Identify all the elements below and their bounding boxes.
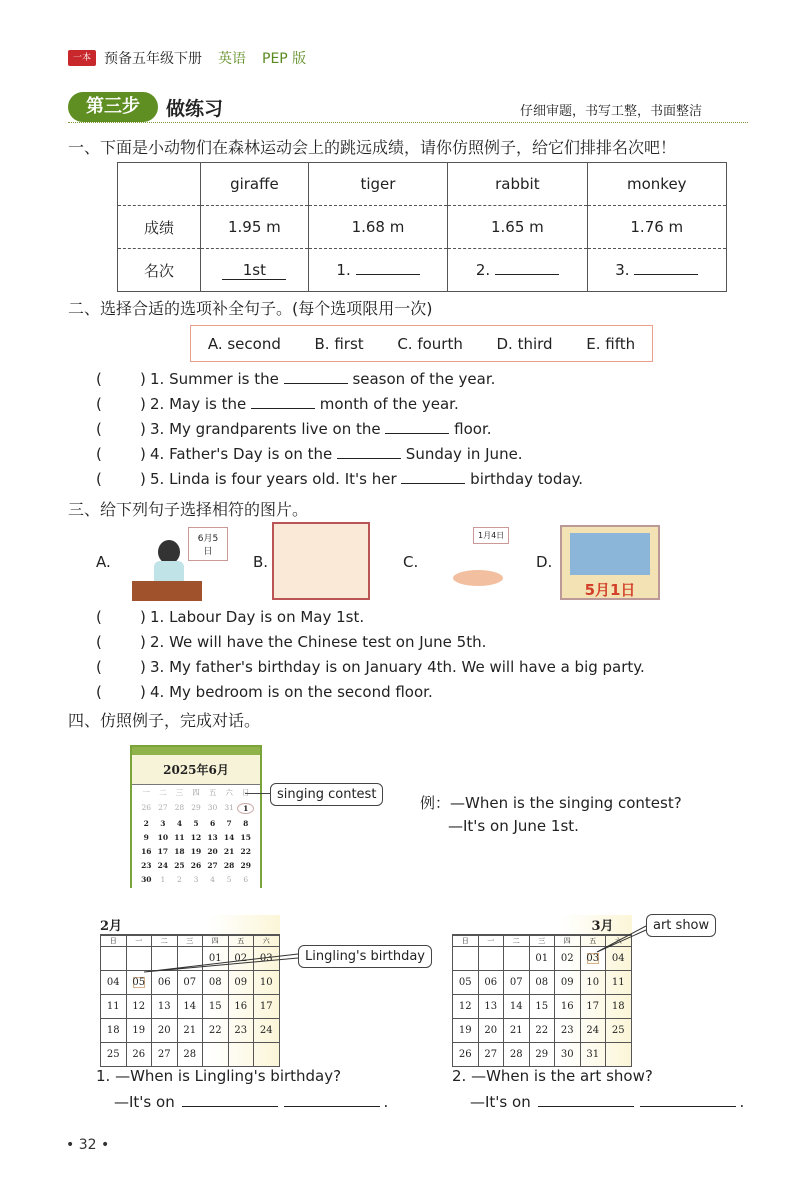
answer-paren[interactable]: ( bbox=[96, 683, 102, 701]
calendar-day: 12 bbox=[126, 995, 152, 1019]
calendar-day: 4 bbox=[176, 819, 183, 828]
question-start: 2. May is the bbox=[150, 395, 247, 413]
calendar-day: 15 bbox=[529, 995, 555, 1019]
paren-close: ) bbox=[140, 633, 146, 651]
example-q: —When is the singing contest? bbox=[450, 794, 682, 812]
calendar-day: 1 bbox=[237, 803, 254, 814]
option: D. third bbox=[496, 334, 553, 353]
answer-paren[interactable]: ( bbox=[96, 395, 102, 413]
calendar-title: 3月 bbox=[591, 919, 614, 934]
calendar-day: 8 bbox=[243, 819, 249, 828]
question-start: 1. Summer is the bbox=[150, 370, 279, 388]
weekday: 二 bbox=[159, 788, 167, 797]
date-sign: 6月5日 bbox=[188, 527, 228, 561]
calendar-day: 28 bbox=[177, 1043, 203, 1067]
calendar-day: 05 bbox=[453, 971, 479, 995]
calendar-day: 20 bbox=[478, 1019, 504, 1043]
calendar-day: 18 bbox=[174, 847, 185, 856]
rank-label: 3. bbox=[615, 261, 630, 279]
rank-example: 1st bbox=[222, 261, 286, 280]
sentence: 4. My bedroom is on the second floor. bbox=[150, 683, 433, 701]
pointer-line bbox=[595, 922, 647, 955]
options-box bbox=[190, 325, 653, 362]
calendar-day: 29 bbox=[191, 803, 201, 812]
pointer-line bbox=[245, 793, 270, 794]
calendar-day: 16 bbox=[555, 995, 581, 1019]
exercise-1-title: 一、下面是小动物们在森林运动会上的跳远成绩，请你仿照例子，给它们排排名次吧！ bbox=[68, 138, 677, 157]
answer-paren[interactable]: ( bbox=[96, 608, 102, 626]
fill-question bbox=[96, 420, 492, 438]
calendar-title: 2月 bbox=[100, 919, 123, 934]
weekday: 三 bbox=[175, 788, 184, 797]
example-prefix: 例： bbox=[420, 794, 451, 812]
calendar-day: 28 bbox=[504, 1043, 530, 1067]
question-end: birthday today. bbox=[470, 470, 584, 488]
calendar-day: 06 bbox=[478, 971, 504, 995]
paren-close: ) bbox=[140, 370, 146, 388]
fill-question bbox=[96, 370, 495, 388]
weekday: 五 bbox=[228, 935, 254, 947]
calendar-day bbox=[101, 947, 127, 971]
calendar-day: 19 bbox=[126, 1019, 152, 1043]
answer-paren[interactable]: ( bbox=[96, 633, 102, 651]
answer-paren[interactable]: ( bbox=[96, 445, 102, 463]
calendar-day: 08 bbox=[529, 971, 555, 995]
edition: PEP 版 bbox=[262, 51, 307, 67]
calendar-day: 5 bbox=[226, 875, 232, 884]
calendar-day: 15 bbox=[203, 995, 229, 1019]
calendar-day: 22 bbox=[529, 1019, 555, 1043]
match-question bbox=[96, 633, 486, 651]
weekday: 六 bbox=[254, 935, 280, 947]
date-text: 5月1日 bbox=[584, 581, 636, 599]
weekday: 日 bbox=[241, 788, 250, 797]
paren-close: ) bbox=[140, 608, 146, 626]
calendar-day: 18 bbox=[606, 995, 632, 1019]
calendar-day: 31 bbox=[580, 1043, 606, 1067]
calendar-day: 17 bbox=[254, 995, 280, 1019]
birthday-party-picture bbox=[423, 525, 523, 600]
exercise-3-title: 三、给下列句子选择相符的图片。 bbox=[68, 500, 309, 519]
score: 1.95 m bbox=[201, 206, 309, 249]
calendar-day: 29 bbox=[529, 1043, 555, 1067]
calendar-day: 27 bbox=[152, 1043, 178, 1067]
paren-close: ) bbox=[140, 658, 146, 676]
calendar-day: 30 bbox=[555, 1043, 581, 1067]
may-day-calendar-picture bbox=[560, 525, 660, 600]
calendar-day: 31 bbox=[224, 803, 234, 812]
calendar-day: 01 bbox=[529, 947, 555, 971]
calendar-day: 10 bbox=[254, 971, 280, 995]
animal: tiger bbox=[308, 163, 447, 206]
calendar-day: 08 bbox=[203, 971, 229, 995]
subject: 英语 bbox=[218, 51, 246, 67]
calendar-day bbox=[453, 947, 479, 971]
calendar-day: 17 bbox=[580, 995, 606, 1019]
pointer-line bbox=[140, 950, 300, 975]
calendar-day: 16 bbox=[141, 847, 152, 856]
calendar-day: 11 bbox=[174, 833, 185, 842]
calendar-day: 22 bbox=[240, 847, 251, 856]
date-sign: 1月4日 bbox=[473, 527, 509, 544]
calendar-day: 1 bbox=[160, 875, 166, 884]
section-heading: 做练习 bbox=[166, 98, 224, 120]
answer-prefix: —It's on bbox=[114, 1093, 175, 1111]
weekday: 一 bbox=[142, 788, 151, 797]
note-bubble: Lingling's birthday bbox=[298, 945, 432, 968]
calendar-day: 13 bbox=[207, 833, 218, 842]
period: . bbox=[739, 1093, 745, 1111]
calendar-day: 11 bbox=[606, 971, 632, 995]
weekday: 五 bbox=[208, 788, 217, 797]
weekday: 二 bbox=[504, 935, 530, 947]
calendar-day: 05 bbox=[126, 971, 152, 995]
calendar-day: 10 bbox=[580, 971, 606, 995]
weekday: 六 bbox=[606, 935, 632, 947]
calendar-day: 26 bbox=[141, 803, 152, 812]
calendar-day bbox=[203, 1043, 229, 1067]
calendar-day: 02 bbox=[228, 947, 254, 971]
answer-paren[interactable]: ( bbox=[96, 658, 102, 676]
house-picture bbox=[272, 522, 370, 600]
pic-label: B. bbox=[253, 553, 269, 571]
answer-blank[interactable] bbox=[284, 370, 348, 384]
divider bbox=[68, 122, 748, 123]
question-end: month of the year. bbox=[319, 395, 459, 413]
paren-close: ) bbox=[140, 683, 146, 701]
fill-question bbox=[96, 445, 523, 463]
calendar-day: 23 bbox=[141, 861, 152, 870]
calendar-day: 02 bbox=[555, 947, 581, 971]
calendar-day: 24 bbox=[254, 1019, 280, 1043]
calendar-day: 21 bbox=[223, 847, 235, 856]
period: . bbox=[383, 1093, 389, 1111]
calendar-day: 03 bbox=[254, 947, 280, 971]
answer-blank[interactable] bbox=[385, 420, 449, 434]
weekday: 日 bbox=[453, 935, 479, 947]
question-end: floor. bbox=[454, 420, 492, 438]
calendar-day: 30 bbox=[141, 875, 152, 884]
calendar-day: 10 bbox=[157, 833, 169, 842]
weekday: 一 bbox=[126, 935, 152, 947]
calendar-day: 04 bbox=[101, 971, 127, 995]
weekday: 四 bbox=[203, 935, 229, 947]
calendar-day: 26 bbox=[126, 1043, 152, 1067]
june-calendar bbox=[130, 745, 262, 888]
calendar-day: 13 bbox=[478, 995, 504, 1019]
calendar-day: 01 bbox=[203, 947, 229, 971]
calendar-day: 28 bbox=[174, 803, 185, 812]
calendar-day: 2 bbox=[143, 819, 149, 828]
calendar-day: 4 bbox=[210, 875, 215, 884]
february-calendar bbox=[100, 915, 280, 1067]
calendar-day: 19 bbox=[190, 847, 202, 856]
question-end: season of the year. bbox=[352, 370, 496, 388]
paren-close: ) bbox=[140, 470, 146, 488]
calendar-day: 04 bbox=[606, 947, 632, 971]
rank-label: 1. bbox=[336, 261, 351, 279]
animal: monkey bbox=[587, 163, 726, 206]
paren-close: ) bbox=[140, 420, 146, 438]
calendar-day: 26 bbox=[453, 1043, 479, 1067]
weekday: 二 bbox=[152, 935, 178, 947]
note-bubble: singing contest bbox=[270, 783, 383, 806]
calendar-day: 14 bbox=[177, 995, 203, 1019]
question-start: 4. Father's Day is on the bbox=[150, 445, 333, 463]
weekday: 四 bbox=[555, 935, 581, 947]
row-label: 成绩 bbox=[118, 206, 201, 249]
calendar-day: 24 bbox=[157, 861, 169, 870]
weekday: 日 bbox=[101, 935, 127, 947]
answer-paren[interactable]: ( bbox=[96, 370, 102, 388]
calendar-day bbox=[478, 947, 504, 971]
publisher-logo: 一本 bbox=[68, 50, 96, 66]
match-question bbox=[96, 608, 364, 626]
calendar-day bbox=[254, 1043, 280, 1067]
paren-close: ) bbox=[140, 395, 146, 413]
calendar-day: 25 bbox=[174, 861, 185, 870]
animal: rabbit bbox=[448, 163, 587, 206]
calendar-day: 27 bbox=[207, 861, 218, 870]
example-answer: —It's on June 1st. bbox=[448, 817, 579, 835]
book-title: 预备五年级下册 bbox=[104, 51, 202, 67]
calendar-day: 23 bbox=[555, 1019, 581, 1043]
calendar-day: 13 bbox=[152, 995, 178, 1019]
calendar-day: 16 bbox=[228, 995, 254, 1019]
calendar-day: 07 bbox=[177, 971, 203, 995]
calendar-day: 21 bbox=[504, 1019, 530, 1043]
answer-blank[interactable] bbox=[356, 261, 420, 275]
long-jump-table bbox=[117, 162, 727, 292]
motto: 仔细审题，书写工整，书面整洁 bbox=[520, 104, 703, 119]
calendar-day: 22 bbox=[203, 1019, 229, 1043]
step-badge: 第三步 bbox=[68, 92, 158, 122]
pic-label: D. bbox=[536, 553, 553, 571]
calendar-day: 12 bbox=[190, 833, 202, 842]
answer-paren[interactable]: ( bbox=[96, 470, 102, 488]
answer-blank[interactable] bbox=[495, 261, 559, 275]
calendar-day: 18 bbox=[101, 1019, 127, 1043]
answer-paren[interactable]: ( bbox=[96, 420, 102, 438]
weekday: 三 bbox=[177, 935, 203, 947]
score: 1.76 m bbox=[587, 206, 726, 249]
weekday: 一 bbox=[478, 935, 504, 947]
weekday: 五 bbox=[580, 935, 606, 947]
calendar-day: 20 bbox=[207, 847, 218, 856]
score: 1.65 m bbox=[448, 206, 587, 249]
calendar-day: 19 bbox=[453, 1019, 479, 1043]
answer-prefix: —It's on bbox=[470, 1093, 531, 1111]
sentence: 1. Labour Day is on May 1st. bbox=[150, 608, 365, 626]
row-label: 名次 bbox=[118, 249, 201, 292]
answer-2 bbox=[470, 1093, 744, 1111]
answer-blank[interactable] bbox=[182, 1106, 278, 1107]
calendar-day: 07 bbox=[504, 971, 530, 995]
page-number: • 32 • bbox=[66, 1137, 110, 1153]
answer-blank[interactable] bbox=[640, 1106, 736, 1107]
example-question bbox=[420, 792, 682, 813]
score: 1.68 m bbox=[308, 206, 447, 249]
calendar-day: 12 bbox=[453, 995, 479, 1019]
rank-label: 2. bbox=[475, 261, 491, 279]
calendar-day: 5 bbox=[193, 819, 199, 828]
option: C. fourth bbox=[397, 334, 463, 353]
pic-label: C. bbox=[403, 553, 419, 571]
weekday: 六 bbox=[225, 788, 233, 797]
calendar-day: 09 bbox=[555, 971, 581, 995]
question-start: 3. My grandparents live on the bbox=[150, 420, 381, 438]
calendar-day bbox=[606, 1043, 632, 1067]
calendar-day: 14 bbox=[504, 995, 530, 1019]
calendar-day bbox=[504, 947, 530, 971]
question-2: 2. —When is the art show? bbox=[452, 1067, 653, 1085]
calendar-day: 27 bbox=[158, 803, 168, 812]
sentence: 3. My father's birthday is on January 4th. We will have a big party. bbox=[150, 658, 645, 676]
calendar-day: 25 bbox=[606, 1019, 632, 1043]
option: E. fifth bbox=[586, 334, 636, 353]
question-start: 5. Linda is four years old. It's her bbox=[150, 470, 397, 488]
answer-1 bbox=[114, 1093, 388, 1111]
calendar-day: 3 bbox=[160, 819, 166, 828]
calendar-day: 27 bbox=[478, 1043, 504, 1067]
calendar-day: 14 bbox=[223, 833, 235, 842]
calendar-day: 15 bbox=[240, 833, 251, 842]
match-question bbox=[96, 658, 645, 676]
calendar-day: 24 bbox=[580, 1019, 606, 1043]
note-bubble: art show bbox=[646, 914, 716, 937]
option: A. second bbox=[207, 334, 281, 353]
weekday: 四 bbox=[192, 788, 200, 797]
student-at-desk-picture bbox=[118, 525, 228, 603]
calendar-day: 21 bbox=[177, 1019, 203, 1043]
answer-blank[interactable] bbox=[401, 470, 465, 484]
answer-blank[interactable] bbox=[284, 1106, 380, 1107]
option: B. first bbox=[314, 334, 364, 353]
calendar-day: 23 bbox=[228, 1019, 254, 1043]
calendar-day: 25 bbox=[101, 1043, 127, 1067]
question-end: Sunday in June. bbox=[405, 445, 523, 463]
question-1: 1. —When is Lingling's birthday? bbox=[96, 1067, 342, 1085]
calendar-day: 30 bbox=[207, 803, 218, 812]
answer-blank[interactable] bbox=[634, 261, 698, 275]
calendar-day: 9 bbox=[143, 833, 149, 842]
paren-close: ) bbox=[140, 445, 146, 463]
weekday: 三 bbox=[529, 935, 555, 947]
animal: giraffe bbox=[201, 163, 309, 206]
exercise-2-title: 二、选择合适的选项补全句子。(每个选项限用一次) bbox=[68, 299, 433, 318]
calendar-day: 03 bbox=[580, 947, 606, 971]
fill-question bbox=[96, 395, 459, 413]
calendar-day: 29 bbox=[240, 861, 251, 870]
calendar-day: 3 bbox=[193, 875, 199, 884]
calendar-title: 2025年6月 bbox=[132, 755, 260, 785]
pic-label: A. bbox=[96, 553, 111, 571]
calendar-day bbox=[228, 1043, 254, 1067]
calendar-day: 09 bbox=[228, 971, 254, 995]
fill-question bbox=[96, 470, 583, 488]
match-question bbox=[96, 683, 433, 701]
sentence: 2. We will have the Chinese test on June 5th. bbox=[150, 633, 487, 651]
answer-blank[interactable] bbox=[251, 395, 315, 409]
calendar-day: 7 bbox=[226, 819, 232, 828]
answer-blank[interactable] bbox=[538, 1106, 634, 1107]
calendar-day: 6 bbox=[209, 819, 216, 828]
calendar-day: 6 bbox=[243, 875, 249, 884]
calendar-day: 06 bbox=[152, 971, 178, 995]
calendar-day: 26 bbox=[190, 861, 202, 870]
exercise-4-title: 四、仿照例子，完成对话。 bbox=[68, 711, 261, 730]
calendar-day: 28 bbox=[223, 861, 235, 870]
calendar-day: 11 bbox=[101, 995, 127, 1019]
answer-blank[interactable] bbox=[337, 445, 401, 459]
calendar-day: 17 bbox=[157, 847, 169, 856]
calendar-day: 2 bbox=[177, 875, 182, 884]
calendar-day: 20 bbox=[152, 1019, 178, 1043]
